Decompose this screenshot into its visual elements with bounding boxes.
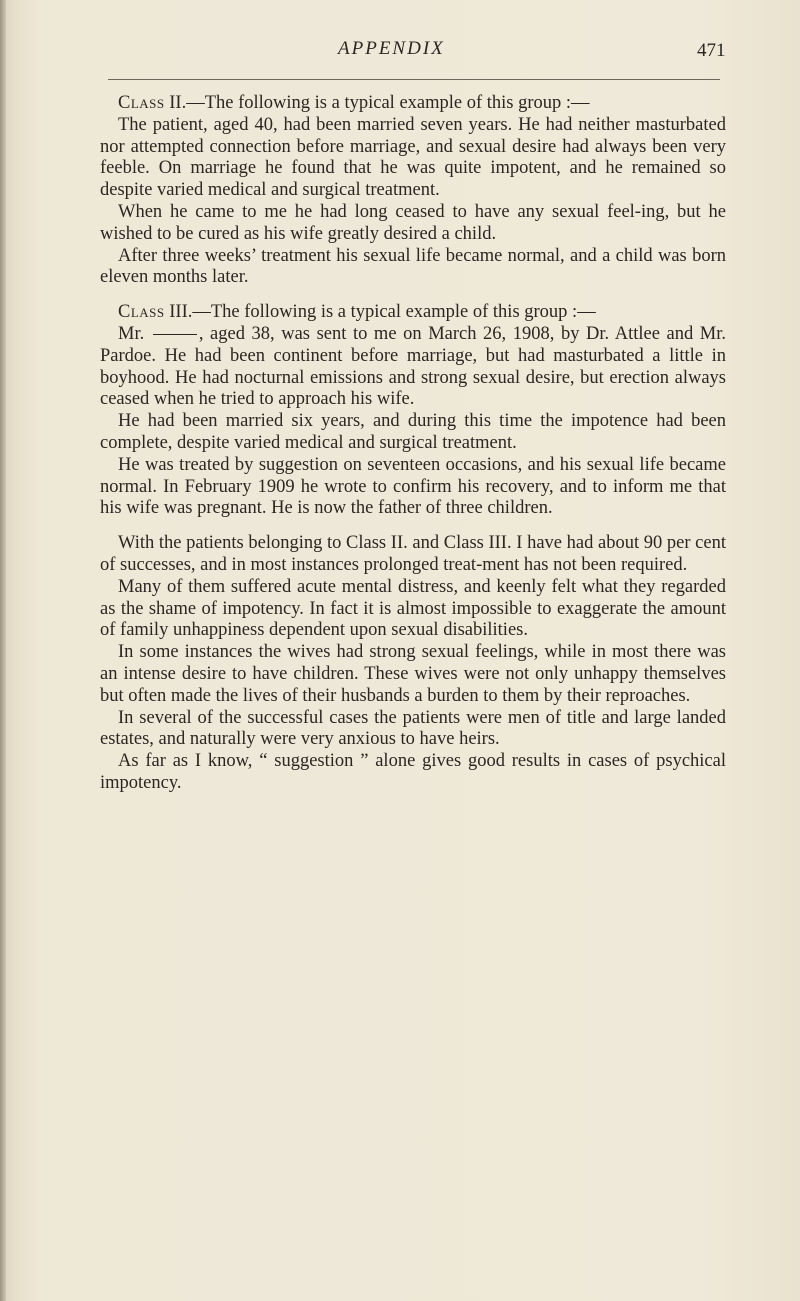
conclusion-paragraph-4: In several of the successful cases the patients were men of title and large landed estates, and naturally were very anxious to have heirs.: [100, 707, 726, 750]
section-gap: [100, 289, 726, 302]
class-iii-intro: —The following is a typical example of this group :—: [192, 302, 596, 323]
page-binding-edge: [0, 0, 6, 1301]
section-gap: [100, 520, 726, 533]
class-ii-paragraph-1: The patient, aged 40, had been married seven years. He had neither masturbated nor attempted connection before marriage, and sexual desire had always been very feeble. On marriage he found that he was quite impotent, and he remained so despite varied medical and surgical treatment.: [100, 114, 726, 201]
page-number: 471: [697, 40, 726, 61]
conclusion-paragraph-5: As far as I know, “ suggestion ” alone gives good results in cases of psychical impotency.: [100, 751, 726, 793]
class-ii-heading: [100, 93, 726, 115]
name-redaction-dash: [153, 334, 197, 335]
conclusion-paragraph-3: In some instances the wives had strong sexual feelings, while in most there was an intense desire to have children. These wives were not only unhappy themselves but often made the lives of their husbands a burden to them by their reproaches.: [100, 642, 726, 706]
class-ii-paragraph-2: When he came to me he had long ceased to have any sexual feel-ing, but he wished to be cured as his wife greatly desired a child.: [100, 201, 726, 244]
class-iii-label: Class: [118, 302, 165, 323]
class-ii-intro: —The following is a typical example of this group :—: [186, 93, 590, 113]
class-iii-p1-rest: , aged 38, was sent to me on March 26, 1908, by Dr. Attlee and Mr. Pardoe. He had been continent before marriage, but had masturbated a little in boyhood. He had nocturnal emissions and strong sexual desire, but erection always ceased when he tried to approach his wife.: [100, 323, 727, 410]
conclusion-paragraph-2: Many of them suffered acute mental distress, and keenly felt what they regarded as the shame of impotency. In fact it is almost impossible to exaggerate the amount of family unhappiness dependent upon sexual disabilities.: [100, 576, 726, 641]
page-header: [0, 38, 800, 68]
header-rule: [108, 79, 720, 80]
class-iii-paragraph-2: He had been married six years, and during this time the impotence had been complete, despite varied medical and surgical treatment.: [100, 411, 726, 453]
class-iii-paragraph-1: [100, 324, 726, 411]
class-ii-numeral: II.: [169, 93, 187, 113]
conclusion-paragraph-1: With the patients belonging to Class II. and Class III. I have had about 90 per cent of successes, and in most instances prolonged treat-ment has not been required.: [100, 533, 726, 575]
class-iii-p1-start: Mr.: [118, 323, 145, 344]
body-text: [100, 93, 726, 795]
class-iii-paragraph-3: He was treated by suggestion on seventeen occasions, and his sexual life became normal. In February 1909 he wrote to confirm his recovery, and to inform me that his wife was pregnant. He is now the father of three children.: [100, 454, 726, 519]
class-iii-numeral: III.: [169, 302, 193, 323]
running-head: APPENDIX: [338, 38, 445, 59]
class-ii-label: Class: [118, 93, 165, 113]
class-iii-heading: [100, 302, 726, 324]
class-ii-paragraph-3: After three weeks’ treatment his sexual life became normal, and a child was born eleven months later.: [100, 245, 726, 288]
